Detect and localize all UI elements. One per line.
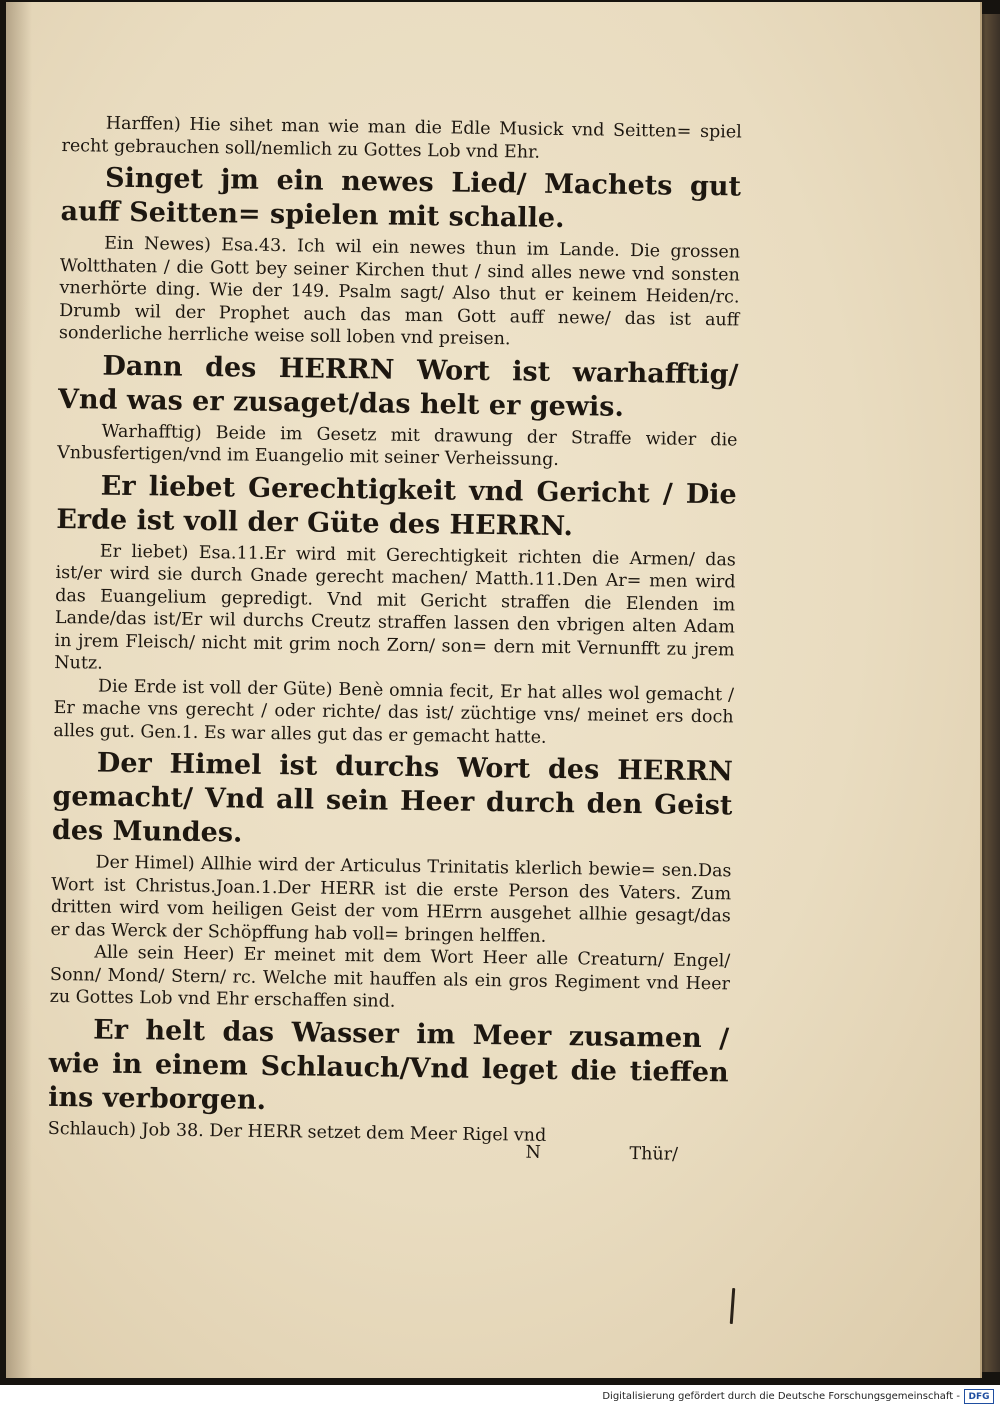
verse-dann-des-herrn: Dann des HERRN Wort ist warhafftig/ Vnd was er zusaget/das helt er gewis. xyxy=(57,350,739,423)
commentary-die-erde: Die Erde ist voll der Güte) Benè omnia fecit, Er hat alles wol gemacht / Er mache vns gerecht / oder richte/ das ist/ züchtige vns/ meinet ers doch alles gut. Gen.1. Es war alles gut das er gemacht hatte. xyxy=(53,676,735,748)
verse-er-helt: Er helt das Wasser im Meer zusamen / wie in einem Schlauch/Vnd leget die tieffen ins verborgen. xyxy=(48,1014,730,1116)
commentary-er-liebet: Er liebet) Esa.11.Er wird mit Gerechtigkeit richten die Armen/ das ist/er wird sie durch Gnade gerecht machen/ Matth.11.Den Ar= men wird das Euangelium gepredigt. Vnd mit Gericht straffen die Elenden im Lande/das ist/Er wil durchs Creutz straffen lassen den vbrigen alten Adam in jrem Fleisch/ nicht mit grim noch Zorn/ son= dern mit Vernunfft zu jrem Nutz. xyxy=(54,541,736,674)
verse-der-himel: Der Himel ist durchs Wort des HERRN gemacht/ Vnd all sein Heer durch den Geist des Mundes. xyxy=(51,747,734,849)
dfg-logo: DFG xyxy=(964,1389,994,1404)
commentary-warhafftig: Warhafftig) Beide im Gesetz mit drawung der Straffe wider die Vnbusfertigen/vnd im Euangelio mit seiner Verheissung. xyxy=(57,421,738,470)
verse-singet: Singet jm ein newes Lied/ Machets gut auff Seitten= spielen mit schalle. xyxy=(60,162,742,235)
footer-bar xyxy=(0,1385,1000,1409)
commentary-ein-newes: Ein Newes) Esa.43. Ich wil ein newes thun im Lande. Die grossen Woltthaten / die Gott bey seiner Kirchen thut / sind alles newe vnd sonsten vnerhörte ding. Wie der 149. Psalm sagt/ Also thut er keinem Heiden/rc. Drumb wil der Prophet auch das man Gott auff newe/ das ist auff sonderliche herrliche weise soll loben vnd preisen. xyxy=(58,233,741,350)
page-text xyxy=(47,112,742,1173)
funding-credit: Digitalisierung gefördert durch die Deutsche Forschungsgemeinschaft - xyxy=(602,1391,960,1402)
gutter-shadow xyxy=(6,2,32,1378)
commentary-harffen: Harffen) Hie sihet man wie man die Edle Musick vnd Seitten= spiel recht gebrauchen soll/nemlich zu Gottes Lob vnd Ehr. xyxy=(61,113,742,163)
commentary-der-himel: Der Himel) Allhie wird der Articulus Trinitatis klerlich bewie= sen.Das Wort ist Christus.Joan.1.Der HERR ist die erste Person des Vaters. Zum dritten wird vom heiligen Geist der vom HErrn ausgehet allhie gesagt/das er das Werck der Schöpffung hab voll= bringen helffen. xyxy=(50,852,732,947)
commentary-schlauch: Schlauch) Job 38. Der HERR setzet dem Meer Rigel vnd xyxy=(47,1118,547,1146)
signature-mark: N xyxy=(525,1142,541,1163)
catchword: Thür/ xyxy=(629,1144,679,1165)
commentary-alle-sein-heer: Alle sein Heer) Er meinet mit dem Wort Heer alle Creaturn/ Engel/ Sonn/ Mond/ Stern/ rc. Welche mit hauffen als ein gros Regiment vnd Heer zu Gottes Lob vnd Ehr erschaffen sind. xyxy=(49,942,731,1012)
verse-er-liebet: Er liebet Gerechtigkeit vnd Gericht / Die Erde ist voll der Güte des HERRN. xyxy=(56,470,737,542)
